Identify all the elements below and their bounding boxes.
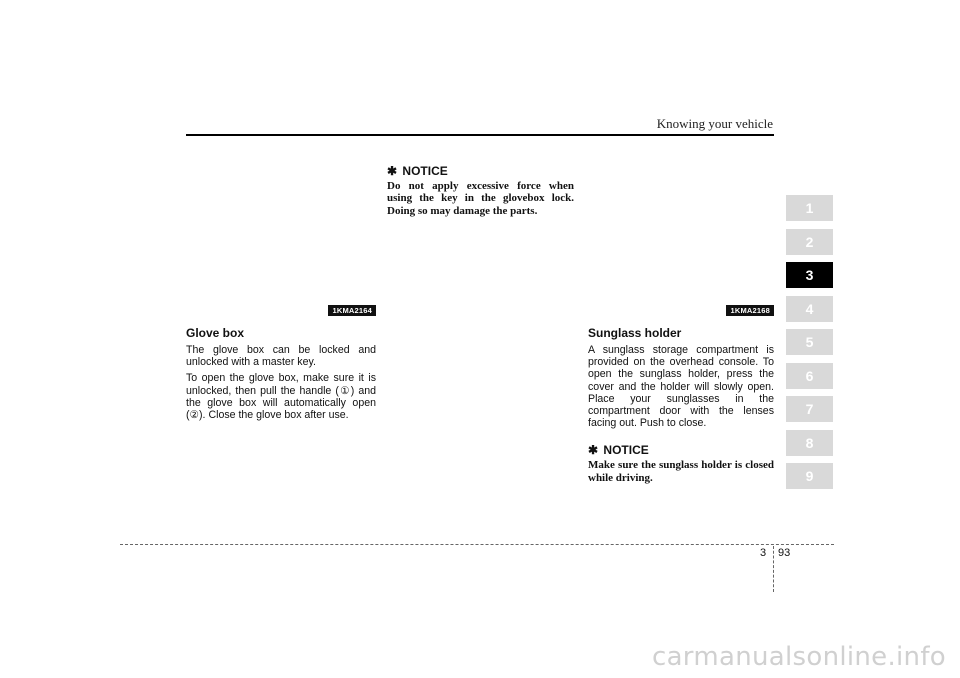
page-divider [773,546,774,592]
figure-label: 1KMA2164 [328,305,376,316]
notice-mark-icon: ✱ [588,443,599,458]
notice-box [588,443,774,457]
chapter-tab-4[interactable]: 4 [786,296,833,322]
paragraph: A sunglass storage compartment is provided on the overhead console. To open the sunglass holder, press the cover and the holder will slowly open. Place your sunglasses in the compartment door with the lenses facing out. Push to close. [588,344,774,430]
section-heading: Glove box [186,326,245,340]
paragraph: To open the glove box, make sure it is unlocked, then pull the handle (①) and the glove box will automatically open (②). Close the glove box after use. [186,372,376,422]
notice-body: Make sure the sunglass holder is closed while driving. [588,459,774,484]
notice-box [387,164,574,217]
chapter-tab-9[interactable]: 9 [786,463,833,489]
page-chapter-number: 3 [760,547,767,559]
chapter-tab-8[interactable]: 8 [786,430,833,456]
watermark: carmanualsonline.info [651,642,946,672]
sunglass-holder-section [588,300,774,484]
footer-rule [120,544,834,545]
notice-body: Do not apply excessive force when using the key in the glovebox lock. Doing so may damage the parts. [387,180,574,217]
chapter-tab-6[interactable]: 6 [786,363,833,389]
section-heading: Sunglass holder [588,326,682,340]
chapter-tab-3[interactable]: 3 [786,262,833,288]
header-rule [186,134,774,136]
notice-title: NOTICE [603,443,649,458]
notice-title: NOTICE [402,164,448,178]
chapter-tab-5[interactable]: 5 [786,329,833,355]
glove-box-section [186,300,376,425]
chapter-tab-7[interactable]: 7 [786,396,833,422]
header-title: Knowing your vehicle [656,116,773,131]
chapter-tab-1[interactable]: 1 [786,195,833,221]
figure-label: 1KMA2168 [726,305,774,316]
chapter-tab-2[interactable]: 2 [786,229,833,255]
paragraph: The glove box can be locked and unlocked with a master key. [186,344,376,369]
notice-mark-icon: ✱ [387,164,398,178]
page-number: 93 [778,547,791,559]
chapter-tabs [786,195,833,497]
